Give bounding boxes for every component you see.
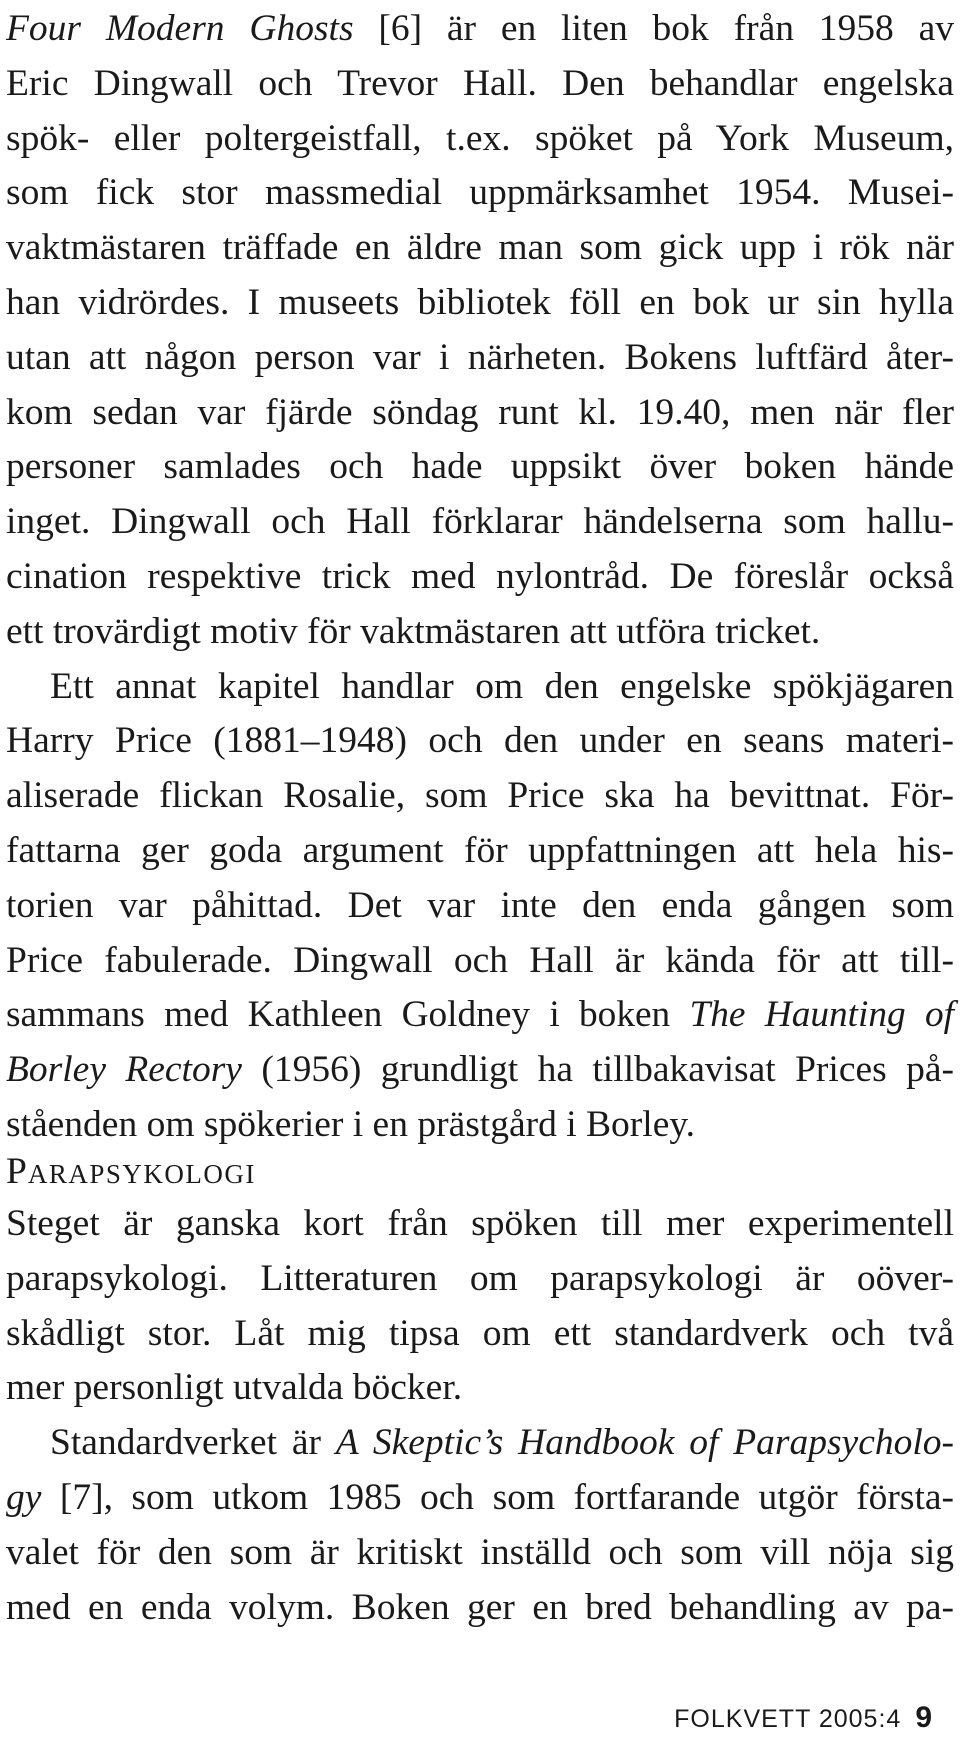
page-footer [674,1698,932,1739]
book-title: Borley Rectory [6,1049,242,1091]
page-number: 9 [915,1701,932,1734]
text-line: Borley Rectory (1956) grundligt ha tillbakavisat Prices på- [6,1049,954,1091]
text-line: spök- eller poltergeistfall, t.ex. spöket på York Museum, [6,117,954,159]
text-line: sammans med Kathleen Goldney i boken The Haunting of [6,994,954,1036]
text-line: som fick stor massmedial uppmärksamhet 1954. Musei- [6,172,954,214]
book-title: Four Modern Ghosts [6,8,354,49]
text-line: Ett annat kapitel handlar om den engelske spökjägaren [50,665,954,707]
paragraph-standard-work [6,1416,954,1635]
paragraph-harry-price [6,660,954,1153]
text-line: Standardverket är A Skeptic’s Handbook of Parapsycholo- [50,1422,954,1464]
text-line: Four Modern Ghosts [6] är en liten bok från 1958 av [6,8,954,49]
text-line: kom sedan var fjärde söndag runt kl. 19.40, men när fler [6,391,954,433]
text-line: Price fabulerade. Dingwall och Hall är kända för att till- [6,939,954,981]
text-line: aliserade flickan Rosalie, som Price ska ha bevittnat. För- [6,775,954,817]
paragraph-four-modern-ghosts [6,2,954,660]
text-line: fattarna ger goda argument för uppfattningen att hela his- [6,829,954,871]
text-line: cination respektive trick med nylontråd. De föreslår också [6,555,954,597]
book-title: A Skeptic’s Handbook of Parapsycholo- [335,1422,954,1464]
text-line: utan att någon person var i närheten. Bokens luftfärd åter- [6,336,954,378]
text-line: parapsykologi. Litteraturen om parapsykologi är oöver- [6,1257,954,1299]
book-title: gy [6,1476,42,1518]
text-line: gy [7], som utkom 1985 och som fortfarande utgör första- [6,1476,954,1518]
text-line: skådligt stor. Låt mig tipsa om ett standardverk och två [6,1312,954,1354]
text-line: inget. Dingwall och Hall förklarar händelserna som hallu- [6,501,954,543]
text-line: Harry Price (1881–1948) och den under en seans materi- [6,720,954,762]
section-parapsychology [6,1197,954,1635]
section-ghosts [6,2,954,1153]
book-title: The Haunting of [689,994,954,1036]
text-line: torien var påhittad. Det var inte den enda gången som [6,884,954,926]
section-heading: PARAPSYKOLOGI [6,1151,256,1192]
journal-issue: FOLKVETT 2005:4 [674,1705,902,1733]
text-line: han vidrördes. I museets bibliotek föll en bok ur sin hylla [6,281,954,323]
paragraph-intro [6,1197,954,1416]
text-line: valet för den som är kritiskt inställd och som vill nöja sig [6,1531,954,1573]
text-line: Eric Dingwall och Trevor Hall. Den behandlar engelska [6,62,954,104]
text-line: ett trovärdigt motiv för vaktmästaren att utföra tricket. [6,610,821,652]
text-line: Steget är ganska kort från spöken till mer experimentell [6,1203,954,1244]
text-line: mer personligt utvalda böcker. [6,1367,463,1409]
text-line: ståenden om spökerier i en prästgård i Borley. [6,1103,696,1145]
text-line: med en enda volym. Boken ger en bred behandling av pa- [6,1586,954,1628]
text-line: personer samlades och hade uppsikt över boken hände [6,446,954,488]
text-line: vaktmästaren träffade en äldre man som gick upp i rök när [6,227,954,269]
